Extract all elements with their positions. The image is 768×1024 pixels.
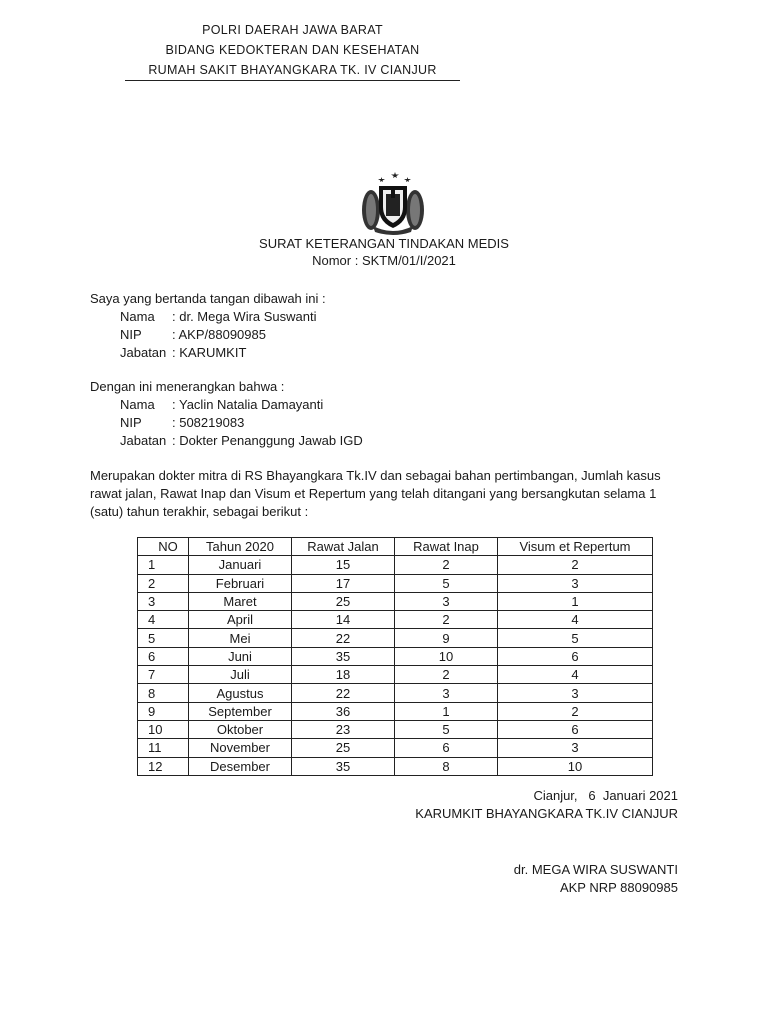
cell-no: 12 (138, 757, 189, 775)
cell-no: 11 (138, 739, 189, 757)
signer-rank: AKP NRP 88090985 (559, 880, 678, 895)
cell-rawat-inap: 2 (395, 611, 498, 629)
cell-rawat-inap: 9 (395, 629, 498, 647)
table-row (138, 629, 653, 647)
cell-rawat-jalan: 15 (292, 556, 395, 574)
cell-no: 2 (138, 574, 189, 592)
signer-intro: Saya yang bertanda tangan dibawah ini : (90, 291, 326, 306)
signer-row (90, 344, 326, 362)
header-rawat-jalan: Rawat Jalan (292, 538, 395, 556)
cell-rawat-jalan: 25 (292, 739, 395, 757)
cell-rawat-inap: 3 (395, 592, 498, 610)
cell-visum: 1 (498, 592, 653, 610)
cell-rawat-jalan: 25 (292, 592, 395, 610)
subject-label: NIP (120, 415, 142, 430)
signature-block (415, 787, 678, 897)
subject-row (90, 432, 363, 450)
signer-label: Nama (120, 309, 155, 324)
cell-rawat-inap: 3 (395, 684, 498, 702)
subject-label: Nama (120, 397, 155, 412)
header-month: Tahun 2020 (189, 538, 292, 556)
signer-label: Jabatan (120, 345, 167, 360)
letterhead-line-3: RUMAH SAKIT BHAYANGKARA TK. IV CIANJUR (125, 60, 460, 81)
subject-value: : 508219083 (172, 415, 245, 430)
table-row (138, 757, 653, 775)
cell-rawat-jalan: 22 (292, 684, 395, 702)
cell-no: 4 (138, 611, 189, 629)
cases-table (137, 537, 653, 776)
cell-rawat-inap: 6 (395, 739, 498, 757)
table-body (138, 556, 653, 776)
body-paragraph: Merupakan dokter mitra di RS Bhayangkara Tk.IV dan sebagai bahan pertimbangan, Jumlah kasus rawat jalan, Rawat Inap dan Visum et Repertum yang telah ditangani yang bersangkutan selama 1 (satu) tahun terakhir, sebagai berikut : (90, 468, 661, 519)
subject-value: : Yaclin Natalia Damayanti (172, 397, 324, 412)
cell-visum: 3 (498, 574, 653, 592)
cell-no: 9 (138, 702, 189, 720)
signer-value: : AKP/88090985 (172, 327, 266, 342)
cell-rawat-jalan: 36 (292, 702, 395, 720)
cell-month: Maret (189, 592, 292, 610)
table-header-row (138, 538, 653, 556)
cell-month: Mei (189, 629, 292, 647)
table-row (138, 720, 653, 738)
subject-value: : Dokter Penanggung Jawab IGD (172, 433, 363, 448)
cell-month: November (189, 739, 292, 757)
place-date: Cianjur, 6 Januari 2021 (533, 788, 678, 803)
document-title (0, 235, 768, 269)
signer-value: : KARUMKIT (172, 345, 247, 360)
cell-visum: 3 (498, 739, 653, 757)
cell-month: Agustus (189, 684, 292, 702)
cell-visum: 2 (498, 702, 653, 720)
cell-month: April (189, 611, 292, 629)
cell-visum: 10 (498, 757, 653, 775)
cell-month: Januari (189, 556, 292, 574)
subject-row (90, 396, 363, 414)
cell-month: Juli (189, 666, 292, 684)
subject-row (90, 414, 363, 432)
cell-rawat-jalan: 23 (292, 720, 395, 738)
cell-rawat-jalan: 18 (292, 666, 395, 684)
cell-visum: 6 (498, 647, 653, 665)
cell-no: 8 (138, 684, 189, 702)
cell-rawat-jalan: 22 (292, 629, 395, 647)
letterhead-line-1: POLRI DAERAH JAWA BARAT (202, 23, 383, 37)
signer-section (90, 290, 326, 362)
letterhead (125, 20, 460, 81)
header-no: NO (138, 538, 189, 556)
cell-month: Februari (189, 574, 292, 592)
cell-no: 3 (138, 592, 189, 610)
subject-intro: Dengan ini menerangkan bahwa : (90, 379, 285, 394)
signer-name: dr. MEGA WIRA SUSWANTI (513, 862, 678, 877)
header-visum: Visum et Repertum (498, 538, 653, 556)
signer-value: : dr. Mega Wira Suswanti (172, 309, 317, 324)
cell-rawat-jalan: 17 (292, 574, 395, 592)
letterhead-line-2: BIDANG KEDOKTERAN DAN KESEHATAN (165, 43, 420, 57)
cell-rawat-jalan: 35 (292, 647, 395, 665)
cell-rawat-inap: 5 (395, 574, 498, 592)
cell-month: Oktober (189, 720, 292, 738)
header-rawat-inap: Rawat Inap (395, 538, 498, 556)
cell-month: Desember (189, 757, 292, 775)
cell-rawat-inap: 2 (395, 556, 498, 574)
subject-section (90, 378, 363, 450)
cell-month: September (189, 702, 292, 720)
cell-rawat-inap: 5 (395, 720, 498, 738)
cell-no: 6 (138, 647, 189, 665)
cell-no: 7 (138, 666, 189, 684)
cell-no: 5 (138, 629, 189, 647)
table-row (138, 739, 653, 757)
table-row (138, 702, 653, 720)
police-emblem-icon (353, 170, 433, 236)
cell-no: 1 (138, 556, 189, 574)
signer-label: NIP (120, 327, 142, 342)
cell-visum: 3 (498, 684, 653, 702)
cell-visum: 6 (498, 720, 653, 738)
cell-visum: 2 (498, 556, 653, 574)
table-row (138, 666, 653, 684)
cell-visum: 4 (498, 666, 653, 684)
table-row (138, 556, 653, 574)
cell-visum: 5 (498, 629, 653, 647)
cell-rawat-inap: 1 (395, 702, 498, 720)
cell-rawat-inap: 10 (395, 647, 498, 665)
signer-position: KARUMKIT BHAYANGKARA TK.IV CIANJUR (415, 806, 678, 821)
table-row (138, 611, 653, 629)
signer-row (90, 326, 326, 344)
title-number: Nomor : SKTM/01/I/2021 (312, 253, 456, 268)
cell-rawat-jalan: 14 (292, 611, 395, 629)
cell-rawat-jalan: 35 (292, 757, 395, 775)
signer-row (90, 308, 326, 326)
cell-visum: 4 (498, 611, 653, 629)
cell-rawat-inap: 8 (395, 757, 498, 775)
table-row (138, 684, 653, 702)
subject-label: Jabatan (120, 433, 167, 448)
cell-no: 10 (138, 720, 189, 738)
title-heading: SURAT KETERANGAN TINDAKAN MEDIS (259, 236, 509, 251)
cell-month: Juni (189, 647, 292, 665)
table-row (138, 647, 653, 665)
table-row (138, 574, 653, 592)
cell-rawat-inap: 2 (395, 666, 498, 684)
table-row (138, 592, 653, 610)
